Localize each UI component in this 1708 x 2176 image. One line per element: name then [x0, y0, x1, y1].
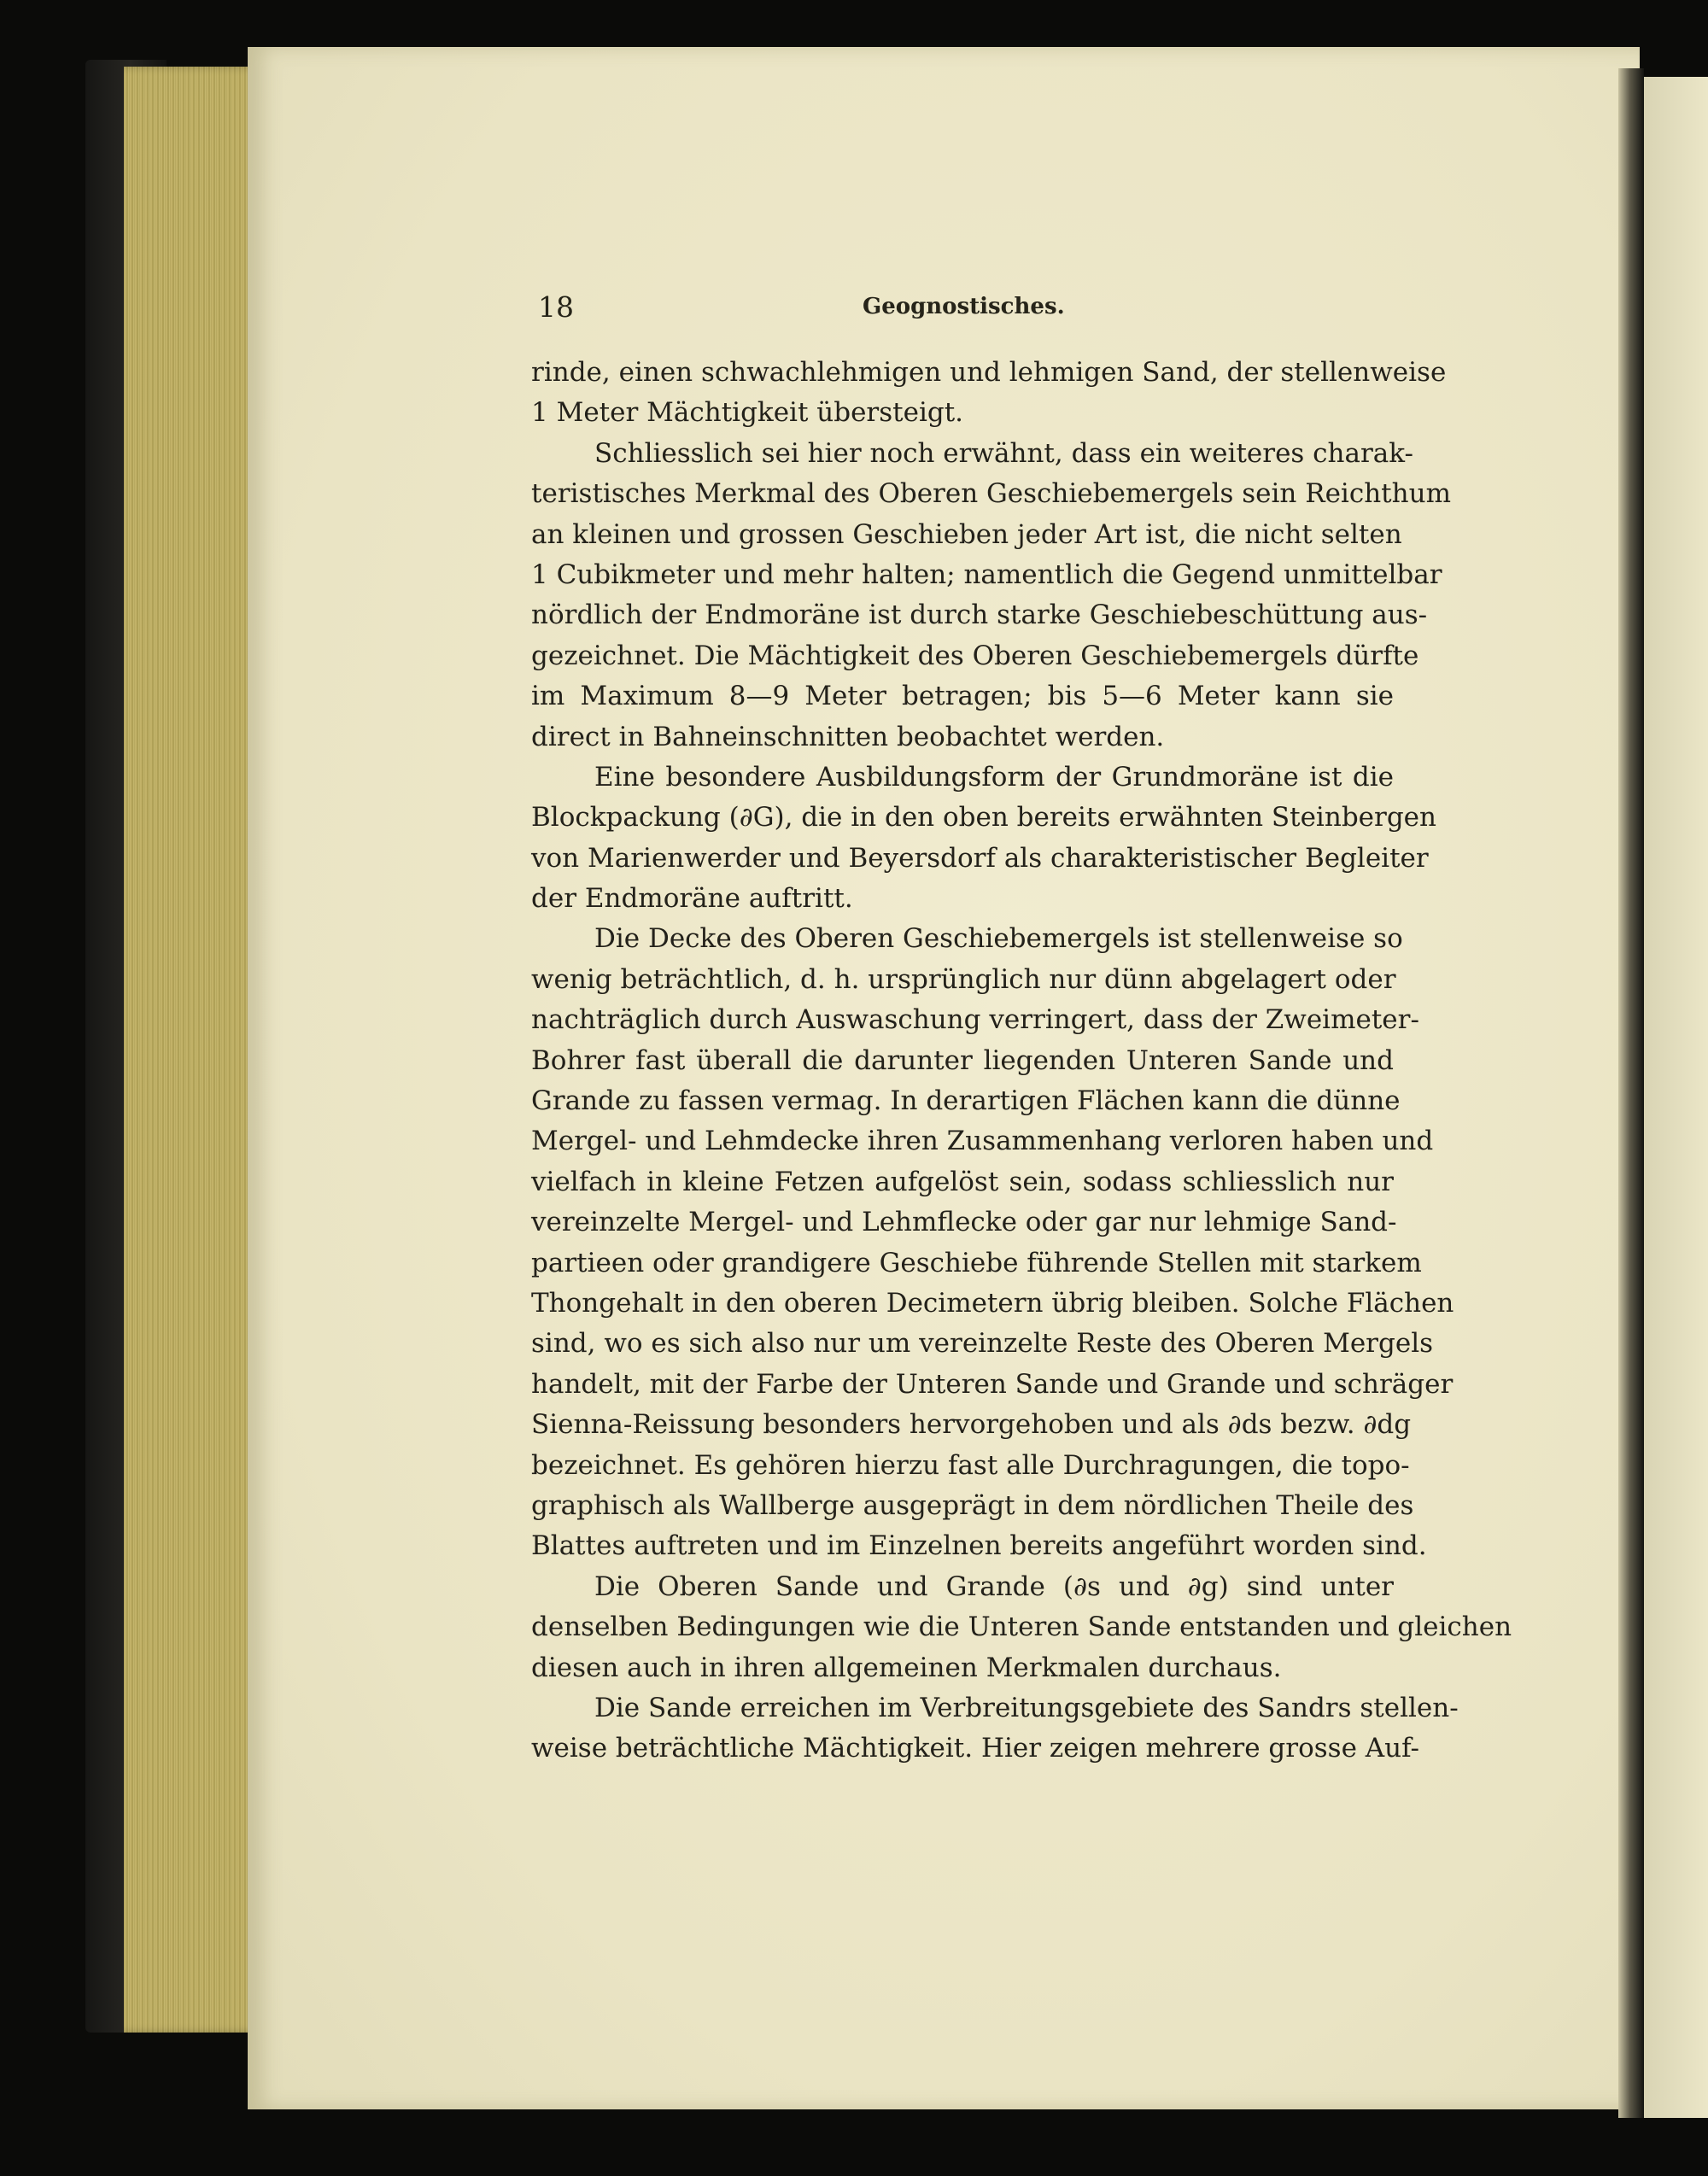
text-line: Blattes auftreten und im Einzelnen bereits angeführt worden sind. — [531, 1530, 1427, 1562]
text-line: Sienna-Reissung besonders hervorgehoben und als ∂ds bezw. ∂dg — [531, 1409, 1412, 1441]
page-edges — [124, 67, 260, 2033]
text-line: Die Oberen Sande und Grande (∂s und ∂g) sind unter — [594, 1571, 1394, 1602]
text-line: graphisch als Wallberge ausgeprägt in dem nördlichen Theile des — [531, 1489, 1414, 1521]
text-line: an kleinen und grossen Geschieben jeder Art ist, die nicht selten — [531, 518, 1402, 550]
text-line: direct in Bahneinschnitten beobachtet werden. — [531, 721, 1165, 752]
text-line: von Marienwerder und Beyersdorf als charakteristischer Begleiter — [531, 842, 1429, 874]
text-line: Die Decke des Oberen Geschiebemergels ist stellenweise so — [594, 923, 1403, 955]
text-line: bezeichnet. Es gehören hierzu fast alle Durchragungen, die topo- — [531, 1449, 1410, 1481]
text-line: Mergel- und Lehmdecke ihren Zusammenhang verloren haben und — [531, 1126, 1434, 1157]
text-line: vielfach in kleine Fetzen aufgelöst sein, sodass schliesslich nur — [531, 1166, 1394, 1197]
page-number: 18 — [538, 290, 574, 324]
page-header — [538, 290, 1388, 325]
facing-page-edge — [1644, 77, 1708, 2118]
text-line: sind, wo es sich also nur um vereinzelte Reste des Oberen Mergels — [531, 1328, 1434, 1360]
text-line: rinde, einen schwachlehmigen und lehmigen Sand, der stellenweise — [531, 357, 1447, 388]
page-gutter — [1618, 68, 1644, 2118]
text-line: 1 Meter Mächtigkeit übersteigt. — [531, 397, 964, 429]
text-line: 1 Cubikmeter und mehr halten; namentlich die Gegend unmittelbar — [531, 559, 1442, 590]
text-line: Thongehalt in den oberen Decimetern übrig bleiben. Solche Flächen — [531, 1287, 1454, 1319]
text-line: Die Sande erreichen im Verbreitungsgebiete des Sandrs stellen- — [594, 1692, 1459, 1723]
running-title: Geognostisches. — [863, 294, 1065, 319]
text-line: partieen oder grandigere Geschiebe führende Stellen mit starkem — [531, 1247, 1422, 1278]
body-text — [531, 353, 1512, 1769]
text-line: Grande zu fassen vermag. In derartigen Flächen kann die dünne — [531, 1085, 1401, 1117]
text-line: Bohrer fast überall die darunter liegenden Unteren Sande und — [531, 1044, 1394, 1076]
text-line: Blockpackung (∂G), die in den oben bereits erwähnten Steinbergen — [531, 802, 1436, 834]
text-line: Eine besondere Ausbildungsform der Grundmoräne ist die — [594, 761, 1394, 793]
text-line: handelt, mit der Farbe der Unteren Sande und Grande und schräger — [531, 1368, 1454, 1400]
text-line: weise beträchtliche Mächtigkeit. Hier zeigen mehrere grosse Auf- — [531, 1733, 1419, 1764]
text-line: denselben Bedingungen wie die Unteren Sande entstanden und gleichen — [531, 1612, 1512, 1643]
text-line: wenig beträchtlich, d. h. ursprünglich nur dünn abgelagert oder — [531, 963, 1396, 995]
text-line: der Endmoräne auftritt. — [531, 883, 853, 915]
text-line: Schliesslich sei hier noch erwähnt, dass ein weiteres charak- — [594, 437, 1414, 469]
text-line: teristisches Merkmal des Oberen Geschiebemergels sein Reichthum — [531, 478, 1451, 510]
text-line: diesen auch in ihren allgemeinen Merkmalen durchaus. — [531, 1652, 1282, 1683]
text-line: nördlich der Endmoräne ist durch starke Geschiebeschüttung aus- — [531, 600, 1428, 631]
text-line: im Maximum 8—9 Meter betragen; bis 5—6 Meter kann sie — [531, 681, 1394, 712]
text-line: nachträglich durch Auswaschung verringert, dass der Zweimeter- — [531, 1004, 1419, 1036]
text-line: vereinzelte Mergel- und Lehmflecke oder gar nur lehmige Sand- — [531, 1207, 1397, 1238]
text-line: gezeichnet. Die Mächtigkeit des Oberen Geschiebemergels dürfte — [531, 640, 1419, 671]
